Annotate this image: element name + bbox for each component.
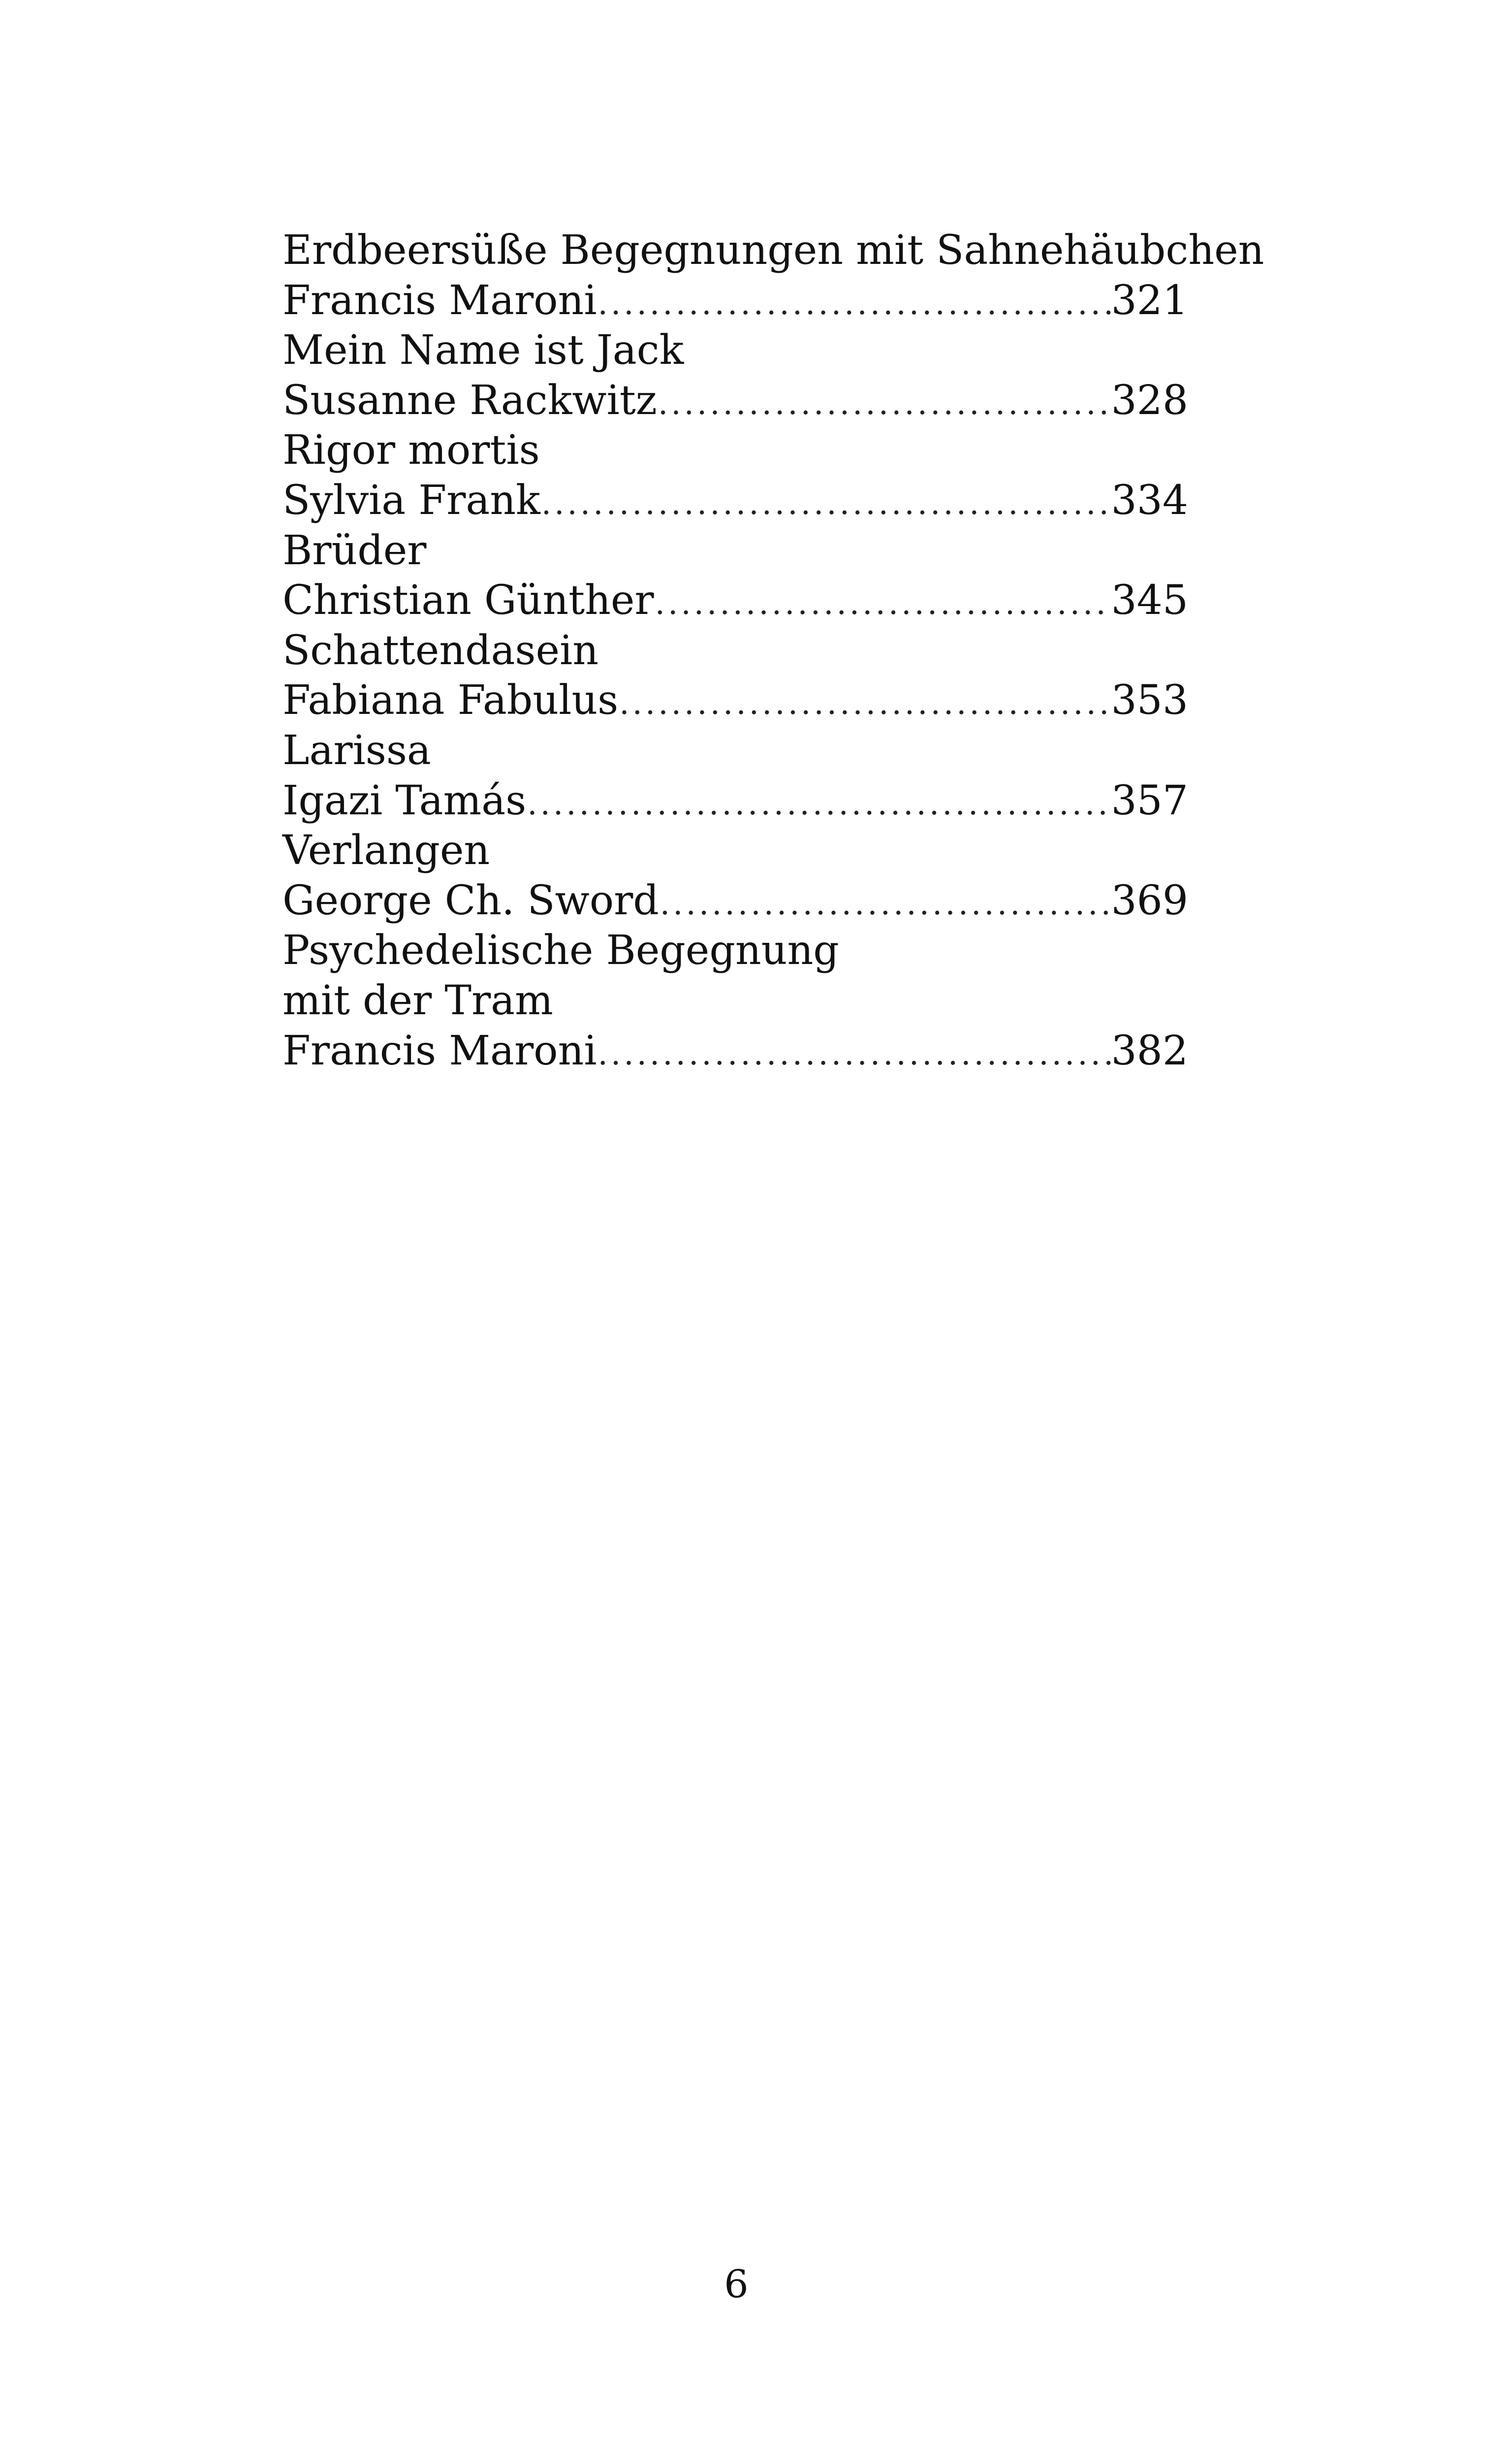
- toc-title: Rigor mortis: [283, 427, 540, 474]
- toc-author-row: [283, 276, 1188, 326]
- toc-page-number: 353: [1111, 677, 1188, 724]
- toc-author: Fabiana Fabulus: [283, 677, 619, 724]
- table-of-contents: [283, 225, 1264, 1076]
- dot-leader: [618, 679, 1111, 729]
- toc-title: Larissa: [283, 727, 431, 774]
- toc-page-number: 357: [1111, 777, 1188, 824]
- toc-author: Francis Maroni: [283, 1027, 597, 1074]
- toc-page-number: 334: [1111, 477, 1188, 524]
- toc-author-row: [283, 1026, 1188, 1076]
- dot-leader: [526, 779, 1111, 830]
- toc-page-number: 345: [1111, 577, 1188, 624]
- toc-title: Erdbeersüße Begegnungen mit Sahnehäubchen: [283, 227, 1264, 274]
- dot-leader: [597, 1029, 1111, 1080]
- toc-title: Brüder: [283, 527, 427, 574]
- toc-author-row: [283, 776, 1188, 826]
- toc-title: Schattendasein: [283, 627, 599, 674]
- toc-title: Psychedelische Begegnung: [283, 927, 839, 974]
- toc-author: George Ch. Sword: [283, 877, 659, 924]
- toc-author-row: [283, 376, 1188, 426]
- toc-author: Francis Maroni: [283, 277, 597, 324]
- toc-author: Sylvia Frank: [283, 477, 540, 524]
- toc-author-row: [283, 476, 1188, 526]
- toc-author-row: [283, 876, 1188, 926]
- dot-leader: [659, 879, 1111, 930]
- toc-title: Mein Name ist Jack: [283, 327, 684, 374]
- toc-page-number: 321: [1111, 277, 1188, 324]
- page-number: 6: [724, 2262, 749, 2307]
- toc-author: Susanne Rackwitz: [283, 377, 657, 424]
- toc-page-number: 382: [1111, 1027, 1188, 1074]
- toc-author-row: [283, 675, 1188, 726]
- toc-page-number: 328: [1111, 377, 1188, 424]
- dot-leader: [657, 379, 1111, 429]
- toc-title: Verlangen: [283, 827, 490, 874]
- dot-leader: [540, 479, 1111, 529]
- toc-page-number: 369: [1111, 877, 1188, 924]
- dot-leader: [654, 579, 1111, 629]
- dot-leader: [597, 279, 1111, 329]
- toc-author-row: [283, 576, 1188, 626]
- toc-author: Christian Günther: [283, 577, 654, 624]
- toc-author: Igazi Tamás: [283, 777, 527, 824]
- toc-title-continued: mit der Tram: [283, 977, 553, 1024]
